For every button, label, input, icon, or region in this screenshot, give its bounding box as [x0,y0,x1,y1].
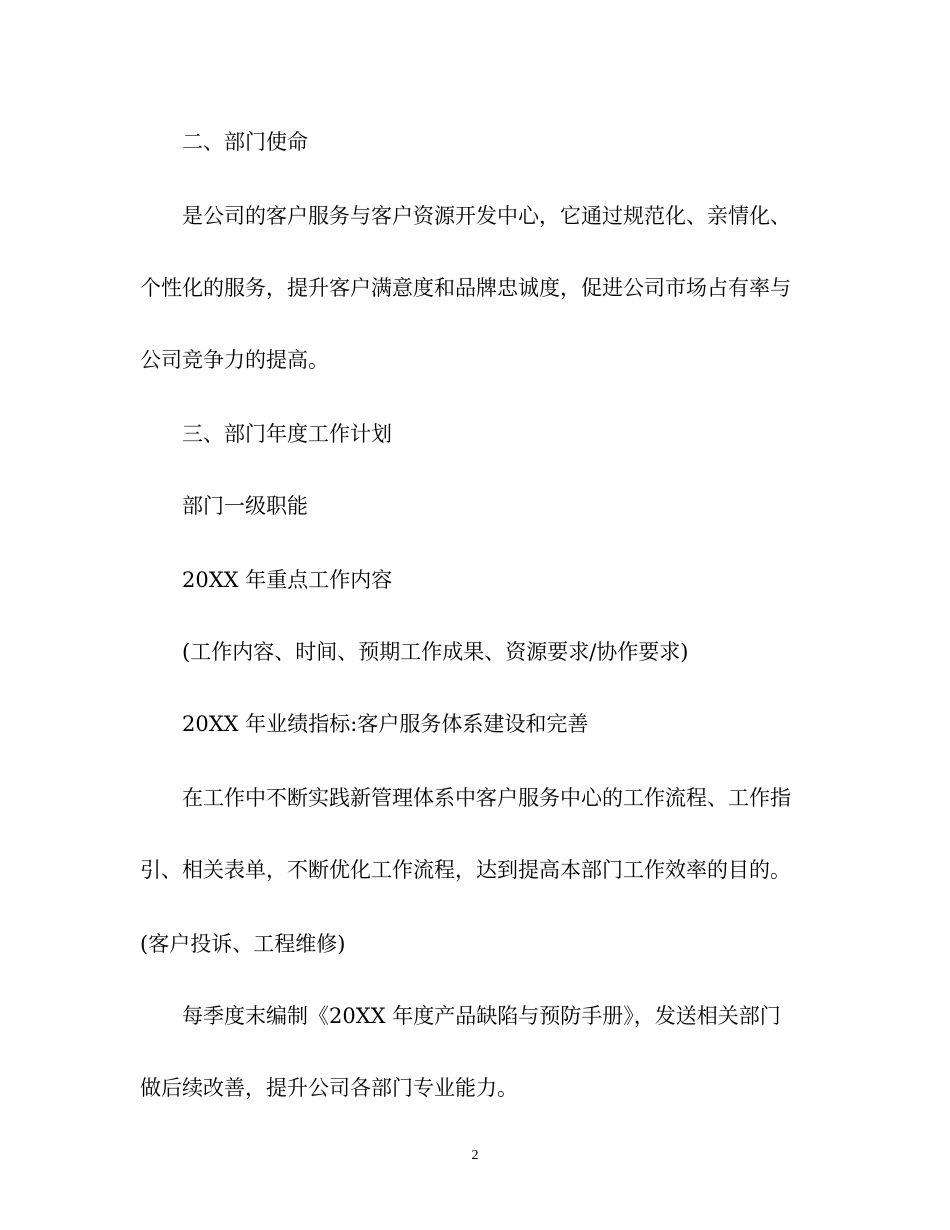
subheading-primary-function: 部门一级职能 [182,494,308,518]
paragraph-line: 在工作中不断实践新管理体系中客户服务中心的工作流程、工作指 [182,786,791,810]
paragraph-line: 公司竞争力的提高。 [140,348,329,372]
paragraph-line: 是公司的客户服务与客户资源开发中心，它通过规范化、亲情化、 [182,204,791,228]
paragraph-line: 引、相关表单，不断优化工作流程，达到提高本部门工作效率的目的。 [140,858,791,882]
note-line: (工作内容、时间、预期工作成果、资源要求/协作要求) [182,640,689,664]
page-number: 2 [471,1148,479,1163]
subheading-performance-indicator: 20XX 年业绩指标:客户服务体系建设和完善 [182,712,589,736]
paragraph-line: 每季度末编制《20XX 年度产品缺陷与预防手册》，发送相关部门 [182,1004,781,1028]
section-heading-department-mission: 二、部门使命 [182,130,308,154]
paragraph-line: 个性化的服务，提升客户满意度和品牌忠诚度，促进公司市场占有率与 [140,276,791,300]
note-line: (客户投诉、工程维修) [140,932,346,956]
section-heading-annual-work-plan: 三、部门年度工作计划 [182,422,392,446]
subheading-key-work-content: 20XX 年重点工作内容 [182,568,393,592]
paragraph-line: 做后续改善，提升公司各部门专业能力。 [140,1076,518,1100]
